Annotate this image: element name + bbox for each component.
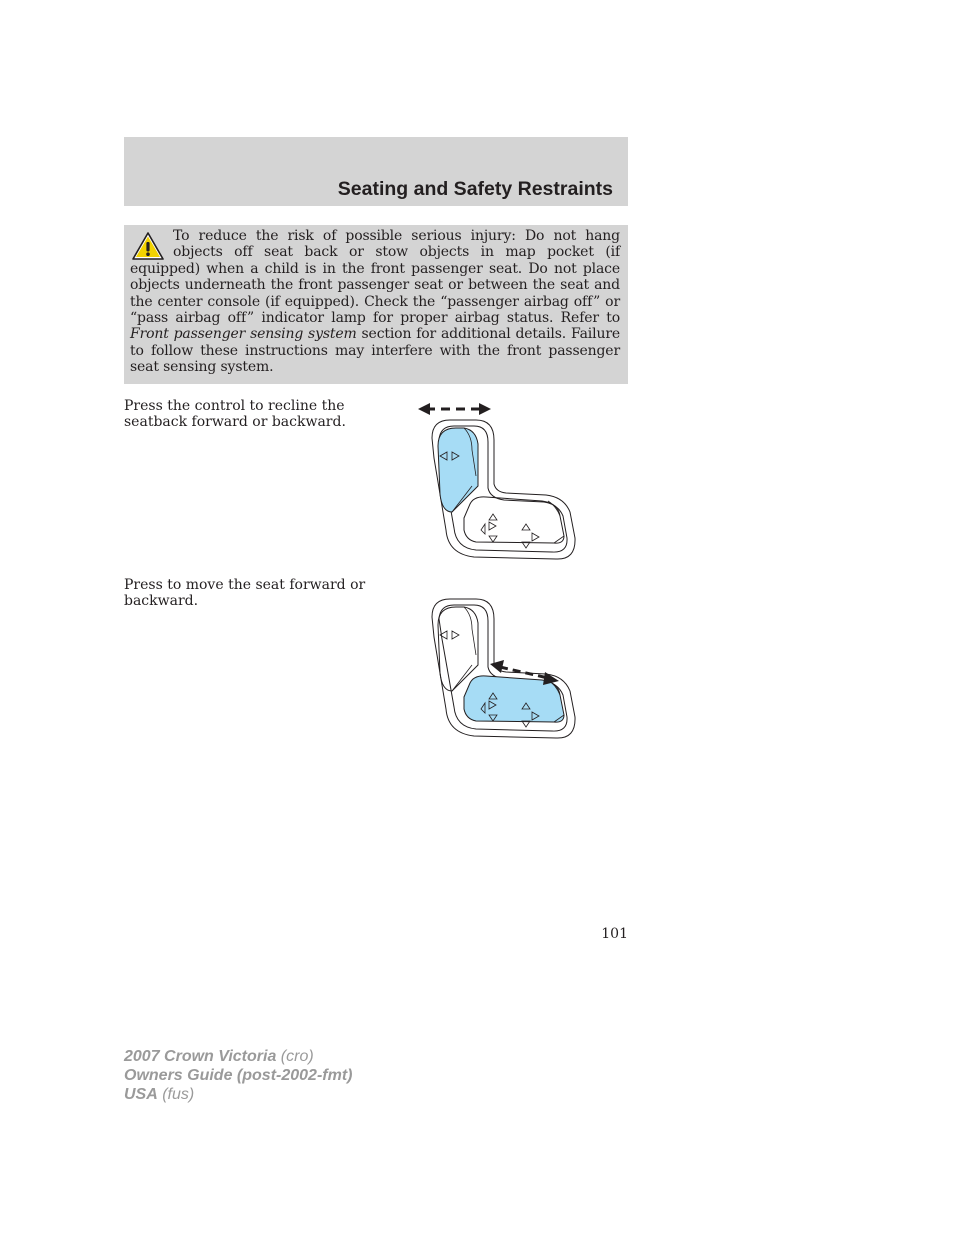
warning-box bbox=[124, 225, 628, 384]
seat-cushion-button bbox=[464, 497, 564, 543]
warning-reference-link: Front passenger sensing system bbox=[130, 326, 357, 343]
footer-line-model bbox=[124, 1047, 352, 1066]
footer-model: 2007 Crown Victoria bbox=[124, 1048, 277, 1065]
seatback-recline-button bbox=[438, 428, 478, 512]
double-arrow-horizontal-icon bbox=[418, 403, 491, 415]
seat-forward-backward-control-illustration bbox=[412, 577, 587, 742]
page-number: 101 bbox=[601, 926, 628, 942]
warning-text-part-2: section for additional details. Failure to follow these instructions may interfere with the front passenger seat sensing system. bbox=[130, 326, 620, 376]
warning-text bbox=[130, 228, 620, 376]
footer-model-code: (cro) bbox=[276, 1048, 314, 1065]
warning-text-part-1: To reduce the risk of possible serious injury: Do not hang objects off seat back or stow objects in map pocket (if equipped) when a child is in the front passenger seat. Do not place objects underneath the front passenger seat or between the seat and the center console (if equipped). Check the “passenger airbag off” or “pass airbag off” indicator lamp for proper airbag status. Refer to bbox=[130, 228, 620, 327]
footer-market-code: (fus) bbox=[157, 1086, 195, 1103]
footer-guide: Owners Guide (post-2002-fmt) bbox=[124, 1067, 353, 1084]
seat-move-instruction: Press to move the seat forward or backward. bbox=[124, 577, 366, 610]
footer-market: USA bbox=[124, 1086, 158, 1103]
section-title: Seating and Safety Restraints bbox=[337, 178, 613, 200]
seat-recline-control-illustration bbox=[412, 398, 587, 563]
document-footer bbox=[124, 1047, 352, 1104]
section-header-band bbox=[124, 137, 628, 206]
recline-instruction: Press the control to recline the seatback forward or backward. bbox=[124, 398, 346, 431]
footer-line-guide bbox=[124, 1066, 352, 1085]
footer-line-market bbox=[124, 1085, 352, 1104]
